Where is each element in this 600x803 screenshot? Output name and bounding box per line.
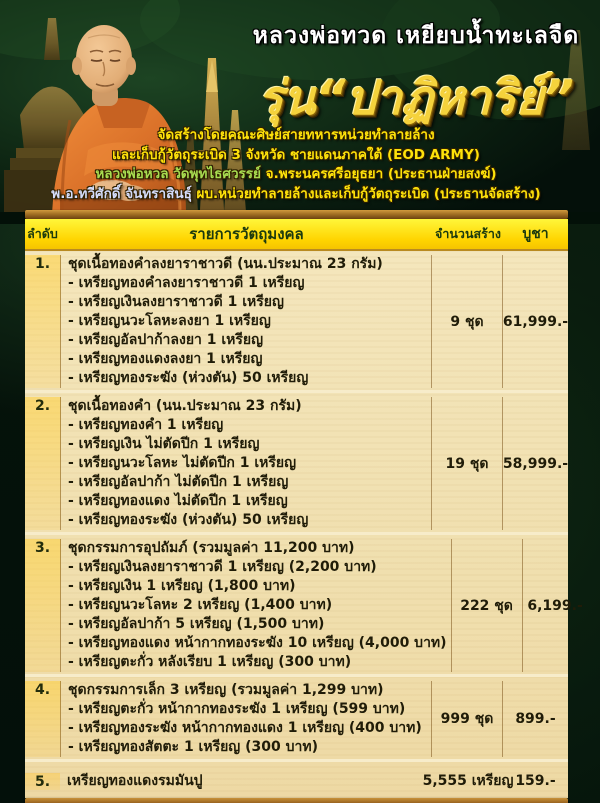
row-number: 3. xyxy=(25,539,61,672)
row-price: 58,999.- xyxy=(502,455,569,472)
item-line: ชุดกรรมการเล็ก 3 เหรียญ (รวมมูลค่า 1,299 บาท) xyxy=(68,682,384,698)
table-top-border xyxy=(25,210,568,219)
item-line: - เหรียญทองระฆัง หน้ากากทองแดง 1 เหรียญ (400 บาท) xyxy=(68,720,422,736)
item-line: - เหรียญเงิน ไม่ตัดปีก 1 เหรียญ xyxy=(68,436,260,452)
row-price: 899.- xyxy=(515,711,556,727)
monk-chairman-role: จ.พระนครศรีอยุธยา (ประธานฝ่ายสงฆ์) xyxy=(260,166,497,182)
row-number: 1. xyxy=(25,255,61,388)
item-line: ชุดเนื้อทองคำลงยาราชาวดี (นน.ประมาณ 23 กรัม) xyxy=(68,256,383,272)
item-line: - เหรียญตะกั่ว หลังเรียบ 1 เหรียญ (300 บาท) xyxy=(68,654,352,670)
row-qty: 999 ชุด xyxy=(432,681,503,757)
row-price: 6,199.- xyxy=(527,597,583,614)
row-items xyxy=(61,255,432,388)
table-row xyxy=(25,532,583,674)
item-line: - เหรียญนวะโลหะลงยา 1 เหรียญ xyxy=(68,313,271,329)
table-header-row xyxy=(25,219,568,251)
row-qty: 19 ชุด xyxy=(432,397,503,530)
army-chairman-role: ผบ.หน่วยทำลายล้างและเก็บกู้วัตถุระเบิด (ประธานจัดสร้าง) xyxy=(191,185,541,202)
table-body xyxy=(25,251,583,798)
item-line: - เหรียญทองระฆัง (ห่วงตัน) 50 เหรียญ xyxy=(68,512,309,528)
item-line: - เหรียญทองคำ 1 เหรียญ xyxy=(68,417,224,433)
table-row xyxy=(25,759,568,798)
info-line-monk-chairman xyxy=(0,165,592,185)
row-price: 61,999.- xyxy=(502,313,569,330)
table-row xyxy=(25,390,568,532)
row-price: 159.- xyxy=(515,773,556,789)
item-line: - เหรียญทองสัตตะ 1 เหรียญ (300 บาท) xyxy=(68,739,318,755)
header-info xyxy=(0,126,592,204)
row-qty: 5,555 เหรียญ xyxy=(422,773,514,789)
col-header-qty: จำนวนสร้าง xyxy=(435,226,501,241)
poster-title: หลวงพ่อทวด เหยียบน้ำทะเลจืด xyxy=(252,23,580,49)
item-line: - เหรียญทองระฆัง (ห่วงตัน) 50 เหรียญ xyxy=(68,370,309,386)
col-header-items: รายการวัตถุมงคล xyxy=(189,225,304,243)
item-line: ชุดเนื้อทองคำ (นน.ประมาณ 23 กรัม) xyxy=(68,398,302,414)
table-row xyxy=(25,251,568,390)
item-line: - เหรียญนวะโลหะ ไม่ตัดปีก 1 เหรียญ xyxy=(68,455,296,471)
item-line: - เหรียญเงินลงยาราชาวดี 1 เหรียญ (2,200 บาท) xyxy=(68,559,377,575)
price-table xyxy=(25,210,583,803)
col-header-price: บูชา xyxy=(522,226,549,242)
item-line: - เหรียญตะกั่ว หน้ากากทองระฆัง 1 เหรียญ (599 บาท) xyxy=(68,701,406,717)
row-items xyxy=(60,772,433,791)
item-line: - เหรียญทองแดง หน้ากากทองระฆัง 10 เหรียญ (4,000 บาท) xyxy=(68,635,447,651)
item-line: - เหรียญทองแดง ไม่ตัดปีก 1 เหรียญ xyxy=(68,493,288,509)
row-number: 4. xyxy=(25,681,61,757)
item-line: - เหรียญอัลปาก้า 5 เหรียญ (1,500 บาท) xyxy=(68,616,325,632)
title-block xyxy=(240,18,592,135)
row-qty: 222 ชุด xyxy=(452,539,523,672)
item-line: ชุดกรรมการอุปถัมภ์ (รวมมูลค่า 11,200 บาท) xyxy=(68,540,355,556)
table-bottom-border xyxy=(25,798,568,803)
row-qty: 9 ชุด xyxy=(432,255,503,388)
table-row xyxy=(25,674,568,759)
col-header-index: ลำดับ xyxy=(27,226,58,241)
row-items xyxy=(61,397,432,530)
series-title: รุ่น“ปาฏิหาริย์” xyxy=(258,71,574,126)
row-items xyxy=(61,681,432,757)
info-line-army-chairman xyxy=(0,185,592,205)
info-line-eod: และเก็บกู้วัตถุระเบิด 3 จังหวัด ชายแดนภาคใต้ (EOD ARMY) xyxy=(112,146,480,163)
item-line: - เหรียญอัลปาก้าลงยา 1 เหรียญ xyxy=(68,332,264,348)
item-line: - เหรียญอัลปาก้า ไม่ตัดปีก 1 เหรียญ xyxy=(68,474,289,490)
item-line: - เหรียญเงินลงยาราชาวดี 1 เหรียญ xyxy=(68,294,284,310)
row-items xyxy=(61,539,452,672)
army-chairman-name: พ.อ.ทวีศักดิ์ จันทราสินธุ์ xyxy=(51,185,192,202)
monk-chairman-name: หลวงพ่อหวล วัดพุทไธศวรรย์ xyxy=(95,166,261,182)
item-line: เหรียญทองแดงรมมันปู xyxy=(67,772,203,789)
item-line: - เหรียญเงิน 1 เหรียญ (1,800 บาท) xyxy=(68,578,296,594)
item-line: - เหรียญทองแดงลงยา 1 เหรียญ xyxy=(68,351,263,367)
info-line-makers: จัดสร้างโดยคณะศิษย์สายทหารหน่วยทำลายล้าง xyxy=(157,127,435,143)
item-line: - เหรียญทองคำลงยาราชาวดี 1 เหรียญ xyxy=(68,275,305,291)
item-line: - เหรียญนวะโลหะ 2 เหรียญ (1,400 บาท) xyxy=(68,597,333,613)
row-number: 2. xyxy=(25,397,61,530)
row-number: 5. xyxy=(25,773,60,790)
